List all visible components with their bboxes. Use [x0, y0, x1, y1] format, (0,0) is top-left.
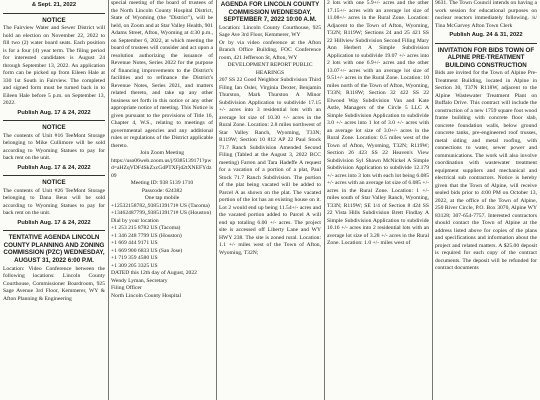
column-rule — [108, 0, 109, 400]
agenda-location: Location: Lincoln County Courthouse, 925 Sage Ave 3rd Floor, Kemmerer, WY — [219, 24, 321, 39]
passcode: Passcode: 624382 — [141, 187, 183, 194]
notice-body: The contents of Unit #16 TeeMont Storage belonging to Mike Cullimore will be sold according to Wyoming Statues to pay for back rent on the unit. — [3, 132, 105, 162]
section-heading: DEVELOPMENT REPORT PUBLIC HEARINGS — [227, 62, 313, 76]
signer-org: North Lincoln County Hospital — [111, 292, 182, 299]
zoom-link[interactable]: https://uso06web.zoom.us/j/9385139171?pwd=aHZqVDF4SkZxcGdPTXFjd2tXNEFYdz09 — [111, 157, 212, 179]
dial-number: +1 346 248 7799 US (Houston) — [111, 232, 182, 239]
notice-body: The contents of Unit #26 TeeMont Storage belonging to Dana Beus will be sold according to Wyoming Statues to pay for back rent on the unit. — [3, 187, 105, 217]
signer-name: Wendy Lyman, Secretary — [111, 277, 168, 284]
notice-title: NOTICE — [42, 16, 66, 24]
notice-title: NOTICE — [42, 124, 66, 132]
column-rule — [432, 0, 433, 400]
meeting-id: Meeting ID: 938 5139 1710 — [130, 180, 194, 186]
divider — [3, 13, 105, 14]
divider — [435, 43, 537, 44]
column-rule — [216, 0, 217, 400]
column-5 — [432, 0, 540, 400]
column-1 — [0, 0, 108, 400]
divider — [3, 175, 105, 176]
column-3 — [216, 0, 324, 400]
hospital-notice-body: special meeting of the board of trustees of the North Lincoln County Hospital District, State of Wyoming (the "District"), will be held, on Zoom and at Star Valley Health, 901 Adams Street, Afton, Wyoming at 4:30 p.m., on September 6, 2022, at which meeting the board of trustees will consider and act upon a resolution authorizing the issuance of Revenue Notes, Series 2022 for the purpose of financing improvements to the District's facilities and to refinance the District's Revenue Notes, Series 2021, and matters related thereto, and take up any other business set forth in this notice or any other appropriate notice of meeting. This Notice is given pursuant to the provisions of Title 16, Chapter 4, W.S., relating to meetings of governmental agencies and any additional rules or regulations of the District applicable thereto. — [111, 0, 213, 149]
zoom-heading: Join Zoom Meeting — [139, 150, 185, 156]
column-4 — [324, 0, 432, 400]
agenda-title: AGENDA FOR LINCOLN COUNTY COMMISSION WEDNESDAY, SEPTEMBER 7, 2022 10:00 A.M. — [220, 1, 320, 24]
publish-dates: Publish Aug. 17 & 24, 2022 — [17, 219, 91, 226]
bid-invitation-body: Bids are invited for the Town of Alpine Pre-Treatment Building, located in Alpine in Section 30, T37N R118W, adjacent to the Alpine Wastewater Treatment Plant on Buffalo Drive. This contract will include the construction of a new 1759 square foot wood frame building with concrete floor slab, concrete foundation walls, below ground concrete tanks, pre-engineered roof trusses, metal siding and metal roofing, with connections to water, sewer power and communications. The work will also involve coordination with wastewater treatment equipment suppliers and mechanical and electrical sub contractors. Notice is hereby given that the Town of Alpine, will receive sealed bids prior to 4:00 PM on October 13, 2022, at the office of the Town of Alpine, 250 River Circle, P.O. Box 3070, Alpine WY 83128; 307-654-7757. Interested contractors should contact the Town of Alpine at the address listed above for copies of the plans and specifications and information about the project and related matters. A $25.00 deposit is required for each copy of the contract documents. The deposit will be refunded for contract documents — [435, 70, 537, 272]
dial-number: +1 669 900 6833 US (San Jose) — [111, 247, 183, 254]
signer-title: Filing Officer — [111, 285, 142, 291]
notice-body: The Fairview Water and Sewer District will hold an election on November 22, 2022 to fill two (2) water board seats. Each position is for a four (4) year term. The filing period for interested candidates is August 24 through September 13, 2022. An application form can be picked up from Eileen Hale at 330 1st South in Fairview. The completed and signed form must be turned back in to Eileen Hale before 5 p.m. on September 13, 2022. — [3, 25, 105, 107]
agenda-body: 207 SS 22 Good Neighbor Subdivision Third Filing Ian Osler, Virginia Dexter, Benjamin Thurston, Mark Thurston A Minor Subdivision Application to subdivide 17.15 +/- acres into 3 residential lots with an average lot size of 10.30 +/- acres in the Rural Zone. Location: 2.8 miles northwest of Star Valley Ranch, Wyoming, T33N; R119W; Section 10 812 AP 22 Paul Stock 71.7 Ranch Subdivision Amended Second Filing (Tabled at the August 3, 2022 BCC meeting) Farren and Tara Hadeffe A request for a vacation of a portion of a plat, Paul Stock 71.7 Ranch Subdivision. The portion of the plat being vacated will be added to Parcel A as shown on the plat. The vacated portion of the lot has an existing house on it. Lot 2 would end up being 11.54+/- acres and the vacated portion added to Parcel A will end up totaling 6.00 +/- acres. The project site is accessed off Liberty Lane and WY HWY 238. The site is zoned rural. Location: 1.1 +/- miles west of the Town of Afton, Wyoming, T32N; — [219, 77, 321, 256]
tap-number: +12532158782,,9385139171# US (Tacoma) — [111, 202, 210, 209]
divider — [3, 230, 105, 231]
agenda-title: TENTATIVE AGENDA LINCOLN COUNTY PLANNING AND ZONING COMMISSION (PZC) WEDNESDAY, AUGUST 31, 2022 6:00 P.M. — [3, 234, 105, 265]
dated-line: DATED this 12th day of August, 2022 — [111, 270, 197, 276]
one-tap-heading: One tap mobile — [144, 195, 180, 201]
notice-body: Location: Video Conference between the following locations: Lincoln County Courthouse, Commissioner Boardroom, 925 Sage Avenue 3rd Floor, Kemmerer, WY & Afton Planning & Engineering — [3, 265, 105, 302]
column-rule — [324, 0, 325, 400]
dial-number: +1 309 205 3325 US — [111, 262, 158, 269]
publish-dates: Publish Aug. 17 & 24, 2022 — [17, 164, 91, 171]
agenda-video: Or by via video conference at the Afton Branch Office Building, FOC Conference room, 421 Jefferson St, Afton, WY — [219, 39, 321, 61]
dial-number: +1 253 215 8782 US (Tacoma) — [111, 225, 181, 231]
publish-dates: Publish Aug. 24 & 31, 2022 — [449, 32, 523, 38]
notice-title: NOTICE — [42, 179, 66, 187]
divider — [3, 120, 105, 121]
agenda-continued-body: 2 lots with one 5.9+/- acres and the other 17.15+/- acres with an average lot size of 11.08+/- acres in the Rural Zone. Location: Adjacent to the Town of Afton, Wyoming, T32N; R119W; Sections 24 and 25 421 SS 22 Hillview Subdivision Second Filing Mary Ann Herbert A Simple Subdivision Application to subdivide 19.07 +/- acres into 2 lots with one 6.9+/- acres and the other 13.07+/- acres with an average lot size of 9.51+/- acres in the Rural Zone. Location: 10 miles north of the Town of Afton, Wyoming, T33N; R118W; Section 32 422 SS 22 Elwood Way Subdivision Van and Kate Astle, Managers of the Circle 5 LLC A Simple Subdivision Application to subdivide 3.0 +/- acres into 1 lot of 3.0 +/- acres with an average lot size of 3.0+/- acres in the Rural Zone. Location: 0.5 miles west of the Town of Afton, Wyoming, T32N; R119W; Section 26 423 SS 22 Heaven's View Subdivision Syl Shawn McNickel A Simple Subdivision Application to subdivide 12.179 +/- acres into 3 lots with each lot being 6.085 +/- acres with an average lot size of 6.085 +/- acres in the Rural Zone. Location: 1 +/- miles south of Star Valley Ranch, Wyoming, T33N; R119W; SE 1/4 of Section 8 424 SS 22 Vista Hills Subdivision Brett Findlay A Simple Subdivision Application to subdivide 10.16 +/- acres into 2 residential lots with an average lot size of 3.28 +/- acres in the Rural Zone. Location: 1.0 +/- miles west of — [327, 0, 429, 246]
dial-number: +1 669 444 9171 US — [111, 240, 158, 246]
publish-dates: Publish Aug. 17 & 24, 2022 — [17, 109, 91, 116]
dial-number: +1 719 359 4580 US — [111, 255, 158, 261]
town-notice-tail: 9631. The Town Council intends on having a work session for educational purposes on nuclear reactors immediately following. /s/ Tina McGarvey Afton Town Clerk — [435, 0, 537, 29]
column-2 — [108, 0, 216, 400]
bid-invitation-title: INVITATION FOR BIDS TOWN OF ALPINE PRE-TREATMENT BUILDING CONSTRUCTION — [437, 46, 535, 69]
prior-notice-pub-date: & Sept. 21, 2022 — [31, 2, 77, 8]
dial-heading: Dial by your location — [111, 217, 159, 224]
tap-number: +13462487799,,9385139171# US (Houston) — [111, 210, 212, 216]
